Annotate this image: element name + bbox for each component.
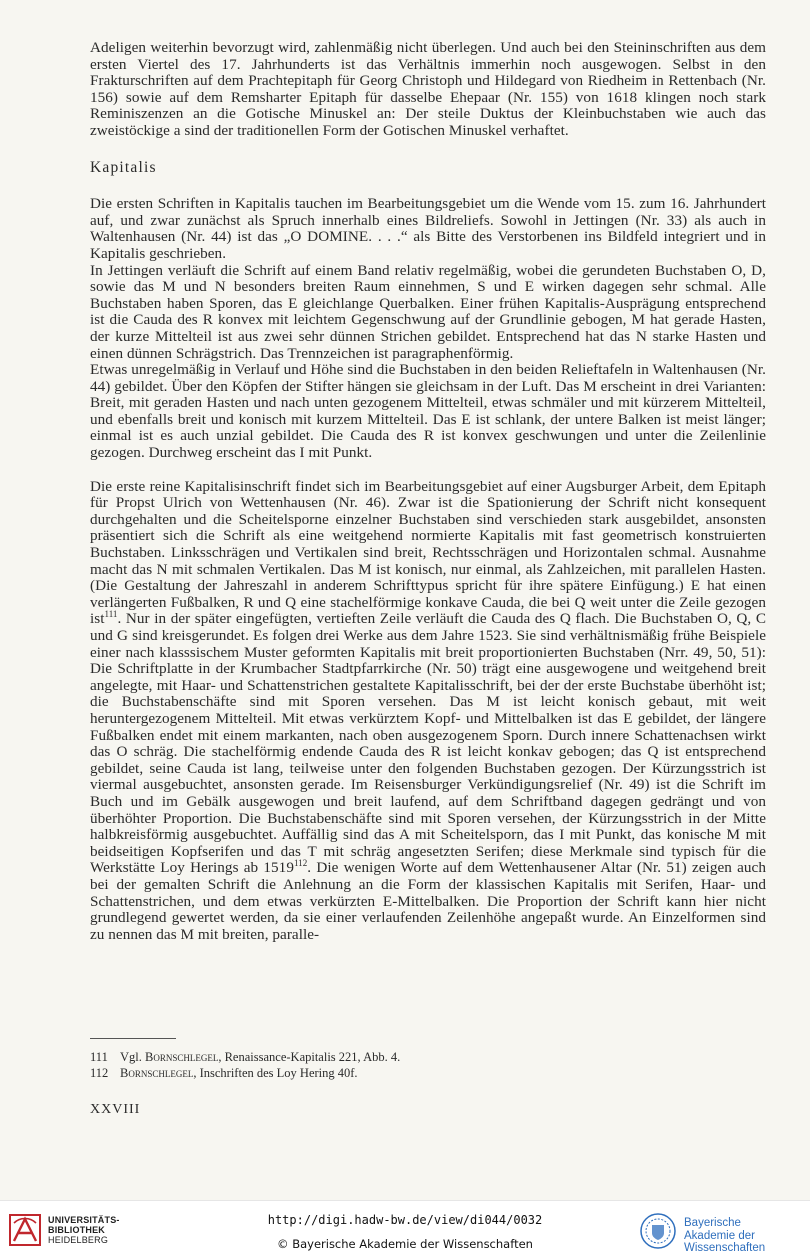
academy-name: Bayerische Akademie der Wissenschaften [684,1217,766,1254]
academy-crest-icon[interactable] [638,1211,678,1251]
copyright-notice: © Bayerische Akademie der Wissenschaften [277,1237,533,1251]
footnote-ref-112[interactable]: 112 [293,858,308,869]
paragraph-5 [90,479,766,944]
body-text [90,40,766,943]
section-heading: Kapitalis [90,158,157,176]
footnotes [90,1049,766,1081]
paragraph-5-part-b: . Nur in der später eingefügten, vertieften Zeile verläuft die Cauda des Q flach. Die Buchstaben O, Q, C und G sind kreisgerundet. Es folgen drei Werke aus dem Jahre 1523. Sie sind verhältnismäßig frühe Beispiele einer nach klasssischem Muster geformten Kapitalis mit breit proportionierten Buchstaben (Nrr. 49, 50, 51): Die Schriftplatte in der Krumbacher Stadtpfarrkirche (Nr. 50) trägt eine ausgewogene und weitgehend breit angelegte, mit Haar- und Schattenstrichen gestaltete Kapitalisschrift, bei der der erste Buchstabe überhöht ist; die Buchstabenschäfte sind mit Sporen versehen. Das M ist leicht konisch gebaut, mit weit heruntergezogenem Mittelteil. Mit etwas verkürztem Kopf- und Mittelbalken ist das E gebildet, der längere Fußbalken endet mit einem markanten, nach oben ausgezogenem Sporn. Durch innere Schattenachsen wirkt das O schräg. Die stachelförmig endende Cauda des R ist leicht konkav gebogen; das Q ist entsprechend gebildet, seine Cauda ist lang, teilweise unter den folgenden Buchstaben gezogen. Der Kürzungsstrich ist viermal ausgebuchtet, ansonsten gerade. Im Reisensburger Verkündigungsrelief (Nr. 49) ist die Schrift im Buch und im Gebälk ausgewogen und breit laufend, auf dem Schriftband dagegen gedrängt und von überhöhter Proportion. Die Buchstabenschäfte sind mit Sporen versehen, der Kürzungsstrich in der Mitte halbkreisförmig ausgebuchtet. Auffällig sind das A mit Scheitelsporn, das I mit Punkt, das konische M mit beidseitigen Kopfserifen und das T mit schräg angesetzten Serifen; diese Merkmale sind typisch für die Werkstätte Loy Herings ab 1519 [90,610,766,877]
footnote-prefix: Vgl. [120,1050,145,1064]
footnote-ref-111[interactable]: 111 [104,609,118,620]
footnote-text: , Renaissance-Kapitalis 221, Abb. 4. [218,1050,401,1064]
paragraph-2: Die ersten Schriften in Kapitalis tauchen im Bearbeitungsgebiet um die Wende vom 15. zum 16. Jahrhundert auf, und zwar zunächst als Spruch innerhalb eines Bildreliefs. Sowohl in Jettingen (Nr. 33) als auch in Waltenhausen (Nr. 44) ist das „O DOMINE. . . .“ als Bitte des Verstorbenen ins Bildfeld integriert und in Kapitalis geschrieben. [90,195,766,262]
paragraph-3: In Jettingen verläuft die Schrift auf einem Band relativ regelmäßig, wobei die gerundeten Buchstaben O, D, sowie das M und N besonders breiten Raum einnehmen, S und E wirken dagegen sehr schmal. Alle Buchstaben haben Sporen, das E gleichlange Querbalken. Einer frühen Kapitalis-Ausprägung entsprechend ist die Cauda des R konvex mit leichtem Gegenschwung auf der Grundlinie gebogen, M hat gerade Hasten, der kurze Mittelteil ist aus zwei sehr dünnen Strichen gebildet. Entsprechend hat das N starke Hasten und einen dünnen Schrägstrich. Das Trennzeichen ist paragraphenförmig. [90,261,766,362]
viewer-footer [0,1200,810,1259]
paragraph-5-part-a: Die erste reine Kapitalisinschrift findet sich im Bearbeitungsgebiet auf einer Augsburger Arbeit, dem Epitaph für Propst Ulrich von Wettenhausen (Nr. 46). Zwar ist die Spationierung der Schrift nicht konsequent durchgehalten und die Scheitelsporne einzelner Buchstaben sind verschieden stark ausgebildet, ansonsten präsentiert sich die Schrift als eine weitgehend normierte Kapitalis mit fast geometrisch konstruierten Buchstaben. Linksschrägen und Vertikalen sind breit, Rechtsschrägen und Horizontalen schmal. Ausnahme macht das N mit schmalen Vertikalen. Das M ist konisch, nur einmal, als Zahlzeichen, mit parallelen Hasten. (Die Gestaltung der Jahreszahl in anderem Schrifttypus spricht für ihre spätere Einfügung.) E hat einen verlängerten Fußbalken, R und Q eine stachelförmige konkave Cauda, die bei Q weit unter die Zeile gezogen ist [90,477,766,628]
footnote-divider [90,1038,176,1039]
paragraph-1: Adeligen weiterhin bevorzugt wird, zahlenmäßig nicht überlegen. Und auch bei den Steininschriften aus dem ersten Viertel des 17. Jahrhunderts ist das Verhältnis immerhin noch ausgewogen. Selbst in den Frakturschriften auf dem Prachtepitaph für Georg Christoph und Hildegard von Riedheim in Rettenbach (Nr. 156) sowie auf dem Remsharter Epitaph für dasselbe Ehepaar (Nr. 155) von 1618 klingen noch stark Reminiszenzen an die Gotische Minuskel an: Der steile Duktus der Kleinbuchstaben wie auch das zweistöckige a sind der traditionellen Form der Gotischen Minuskel verhaftet. [90,39,766,139]
paragraph-4: Etwas unregelmäßig in Verlauf und Höhe sind die Buchstaben in den beiden Relieftafeln in Waltenhausen (Nr. 44) gebildet. Über den Köpfen der Stifter hängen sie gleichsam in der Luft. Das M erscheint in drei Varianten: Breit, mit geraden Hasten und nach unten gezogenem Mittelteil, etwas schmäler und mit kürzerem Mittelteil, und ebenfalls breit und konisch mit kurzem Mittelteil. Das E ist schlank, der untere Balken ist meist länger; einmal ist es auch unzial gebildet. Die Cauda des R ist konvex geschwungen und unter die Zeilenlinie gezogen. Durchweg erscheint das I mit Punkt. [90,361,766,462]
footnote-111 [90,1049,766,1065]
footnote-author: Bornschlegel [145,1050,219,1064]
university-library-name: UNIVERSITÄTS- BIBLIOTHEK HEIDELBERG [48,1215,120,1245]
footnote-author: Bornschlegel [120,1066,194,1080]
footnote-number: 112 [90,1066,109,1080]
footnote-text: , Inschriften des Loy Hering 40f. [193,1066,358,1080]
permalink-url[interactable]: http://digi.hadw-bw.de/view/di044/0032 [267,1213,543,1227]
page-number: XXVIII [90,1102,141,1117]
footnote-112 [90,1065,766,1081]
paragraph-5-part-c: . Die wenigen Worte auf dem Wettenhausener Altar (Nr. 51) zeigen auch bei der gemalten Schrift die Anlehnung an die Form der klassischen Kapitalis mit Serifen, Haar- und Schattenstrichen, und dem etwas verkürzten E-Mittelbalken. Die Proportion der Schrift kann hier nicht grundlegend gewertet werden, da sie einer verlaufenden Zeilenhöhe angepaßt wurde. An Einzelformen sind zu nennen das M mit breiten, paralle- [90,859,766,943]
footnote-number: 111 [90,1050,108,1064]
